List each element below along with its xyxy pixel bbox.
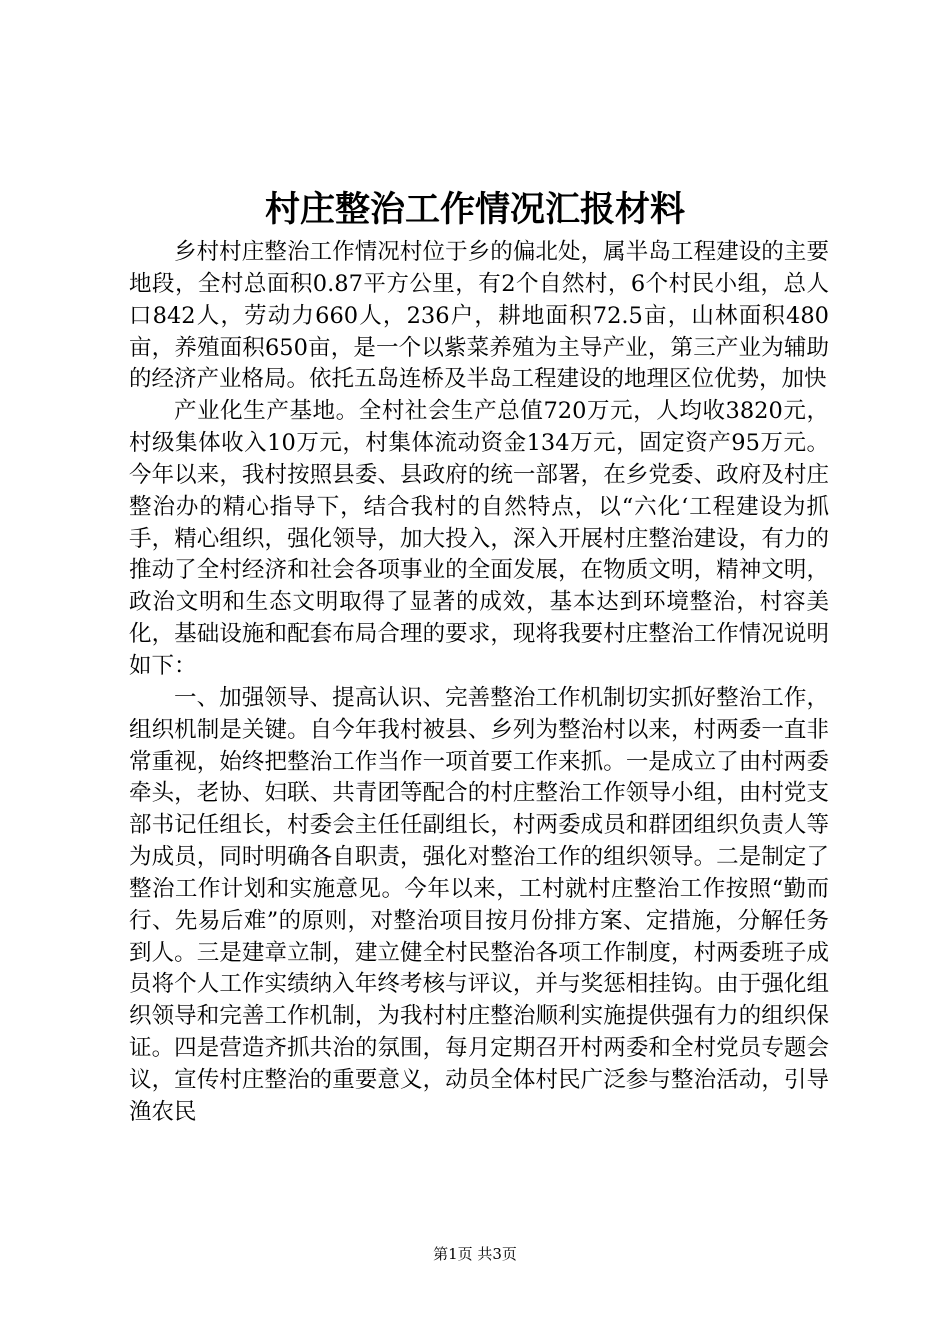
body-paragraph: 一、加强领导、提高认识、完善整治工作机制切实抓好整治工作，组织机制是关键。自今年我村被县、乡列为整治村以来，村两委一直非常重视，始终把整治工作当作一项首要工作来抓。一是成立了由村两委牵头，老协、妇联、共青团等配合的村庄整治工作领导小组，由村党支部书记任组长，村委会主任任副组长，村两委成员和群团组织负责人等为成员，同时明确各自职责，强化对整治工作的组织领导。二是制定了整治工作计划和实施意见。今年以来，工村就村庄整治工作按照“勤而行、先易后难”的原则，对整治项目按月份排方案、定措施，分解任务到人。三是建章立制，建立健全村民整治各项工作制度，村两委班子成员将个人工作实绩纳入年终考核与评议，并与奖惩相挂钩。由于强化组织领导和完善工作机制，为我村村庄整治顺利实施提供强有力的组织保证。四是营造齐抓共治的氛围，每月定期召开村两委和全村党员专题会议，宣传村庄整治的重要意义，动员全体村民广泛参与整治活动，引导渔农民 (129, 684, 829, 1125)
document-body (129, 237, 829, 1129)
document-title: 村庄整治工作情况汇报材料 (264, 189, 685, 230)
page-number-footer: 第1页 共3页 (433, 1245, 517, 1263)
body-paragraph: 乡村村庄整治工作情况村位于乡的偏北处，属半岛工程建设的主要地段，全村总面积0.87平方公里，有2个自然村，6个村民小组，总人口842人，劳动力660人，236户，耕地面积72.5亩，山林面积480亩，养殖面积650亩，是一个以紫菜养殖为主导产业，第三产业为辅助的经济产业格局。依托五岛连桥及半岛工程建设的地理区位优势，加快 (129, 239, 829, 393)
body-paragraph: 产业化生产基地。全村社会生产总值720万元，人均收3820元，村级集体收入10万元，村集体流动资金134万元，固定资产95万元。今年以来，我村按照县委、县政府的统一部署，在乡党委、政府及村庄整治办的精心指导下，结合我村的自然特点，以“六化‘工程建设为抓手，精心组织，强化领导，加大投入，深入开展村庄整治建设，有力的推动了全村经济和社会各项事业的全面发展，在物质文明，精神文明，政治文明和生态文明取得了显著的成效，基本达到环境整治，村容美化，基础设施和配套布局合理的要求，现将我要村庄整治工作情况说明如下： (129, 398, 829, 679)
